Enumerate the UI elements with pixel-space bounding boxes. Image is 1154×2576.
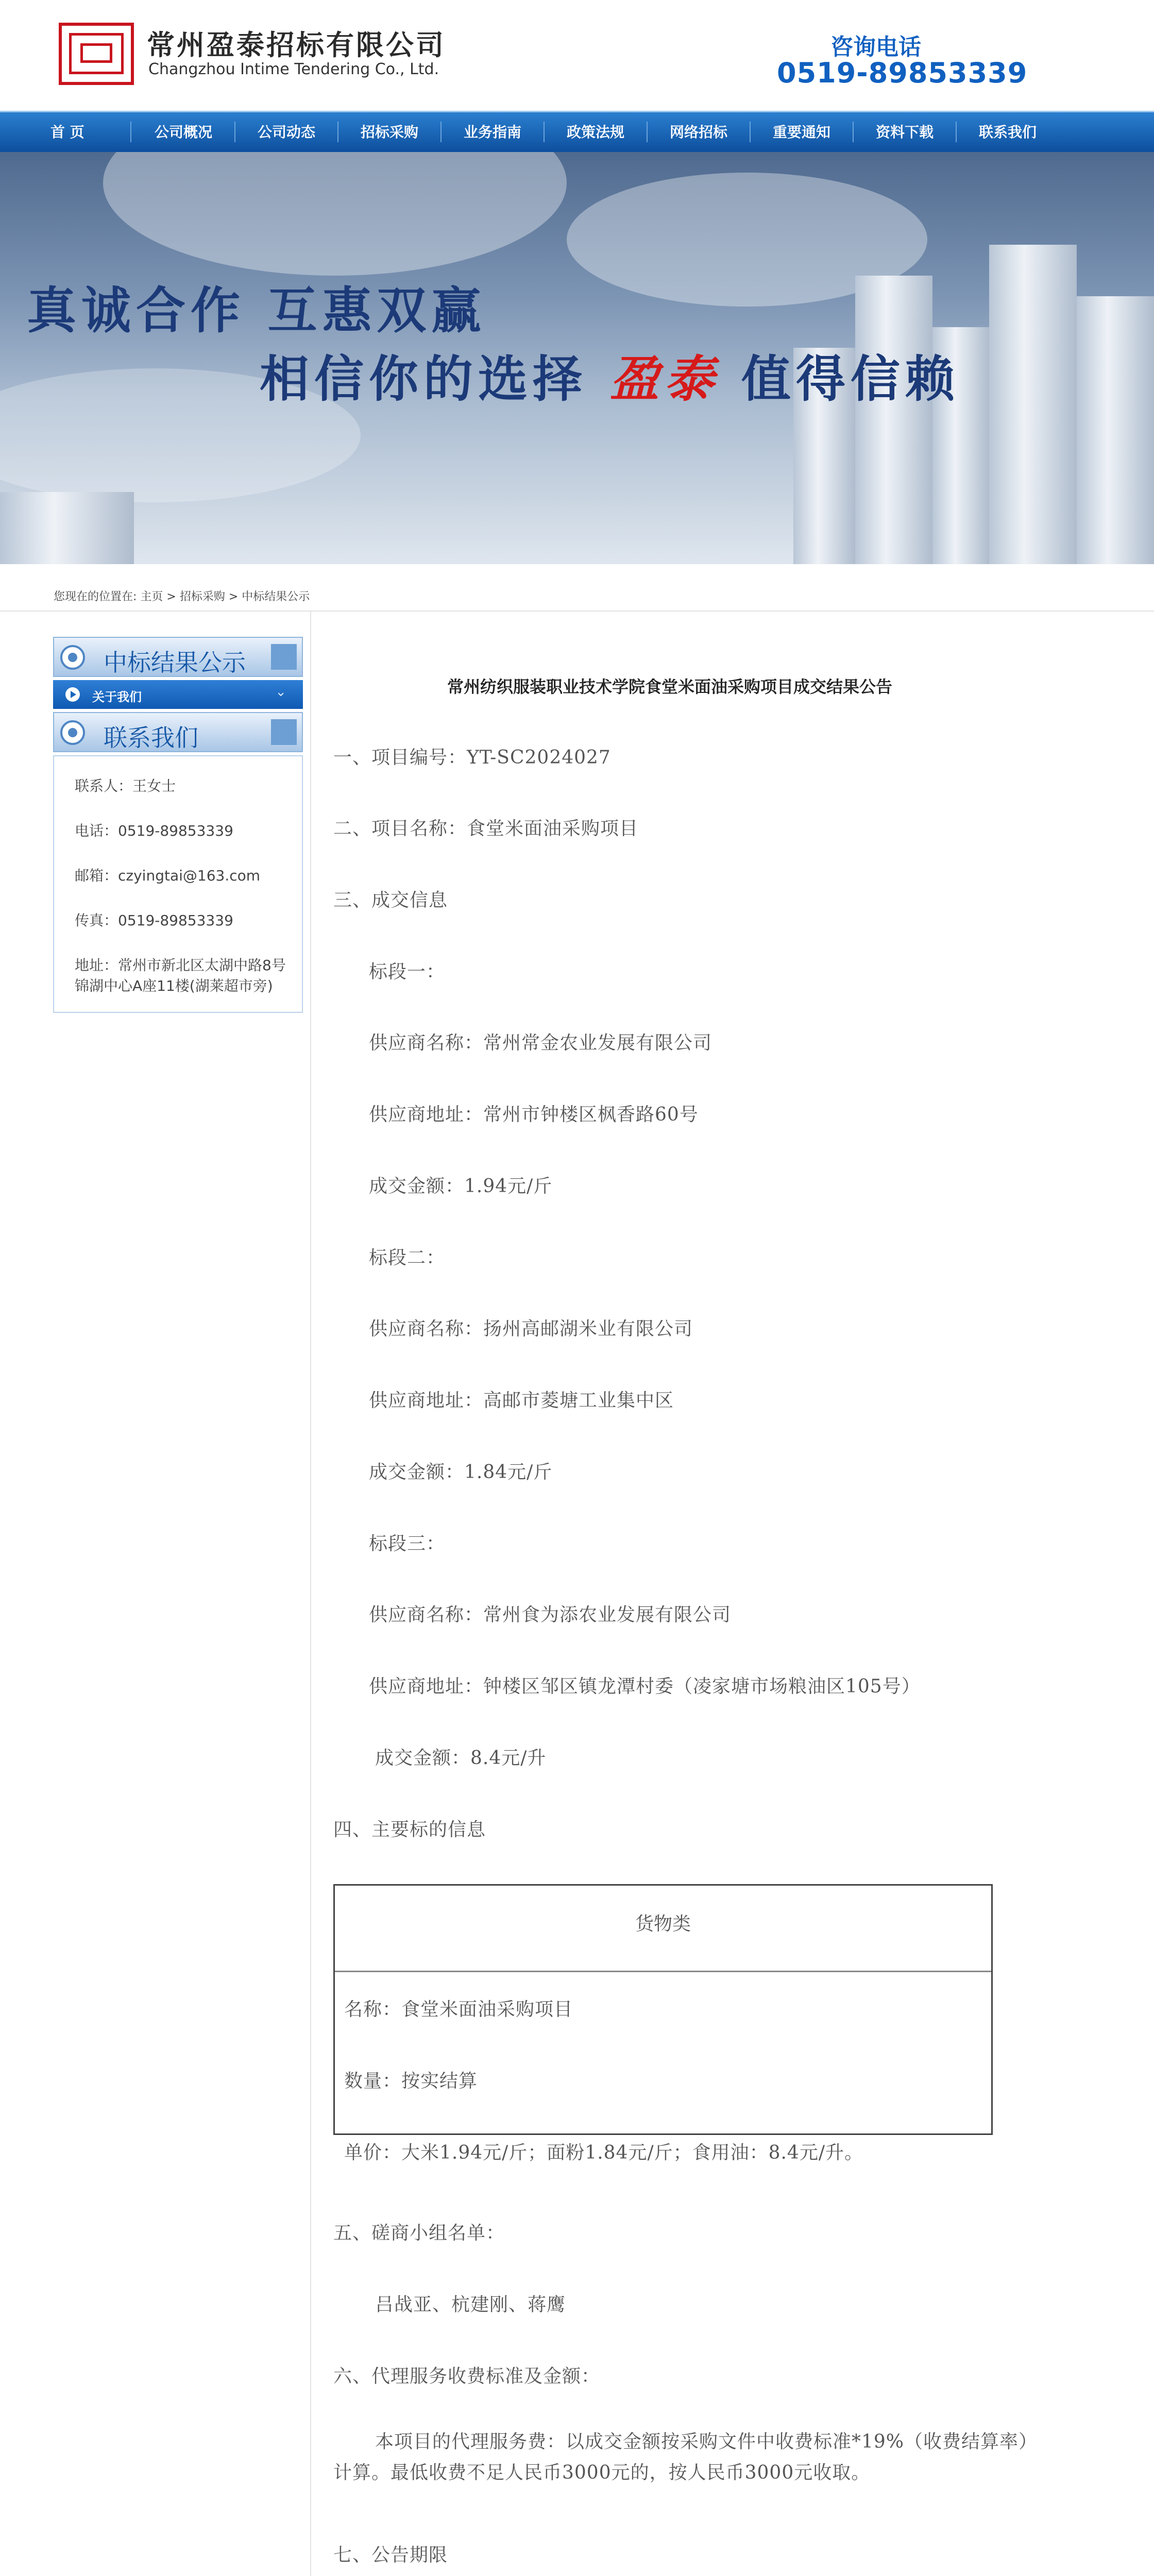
lot2-supplier-name: 供应商名称：扬州高邮湖米业有限公司: [369, 1318, 693, 1340]
nav-procurement[interactable]: 招标采购: [361, 124, 419, 141]
goods-table-header: 货物类: [335, 1886, 991, 1972]
nav-home[interactable]: 首 页: [50, 124, 84, 141]
sidebar-contact-title: 联系我们: [104, 724, 198, 752]
chevron-down-icon: ⌄: [275, 684, 286, 700]
contact-email[interactable]: 邮箱：czyingtai@163.com: [75, 867, 261, 884]
section-fee: 六、代理服务收费标准及金额：: [333, 2366, 601, 2387]
company-name-cn: 常州盈泰招标有限公司: [147, 29, 446, 61]
contact-address: 地址：常州市新北区太湖中路8号锦湖中心A座11楼(湖莱超市旁): [75, 957, 286, 994]
sidebar-section-title: 中标结果公示: [104, 649, 246, 676]
nav-guide[interactable]: 业务指南: [464, 124, 522, 141]
sidebar-item-about[interactable]: [53, 680, 303, 709]
panel-members: 吕战亚、杭建刚、蒋鹰: [375, 2294, 566, 2315]
site-header: [0, 0, 1154, 111]
lot2-supplier-address: 供应商地址：高邮市菱塘工业集中区: [369, 1390, 674, 1411]
breadcrumb[interactable]: 您现在的位置在: 主页 > 招标采购 > 中标结果公示: [54, 590, 310, 603]
hotline-label: 咨询电话: [830, 34, 921, 60]
goods-price: 单价：大米1.94元/斤；面粉1.84元/斤；食用油：8.4元/升。: [344, 2142, 863, 2163]
lot1-amount: 成交金额：1.94元/斤: [369, 1176, 553, 1197]
header-arrow-icon: [271, 644, 297, 670]
nav-downloads[interactable]: 资料下载: [876, 124, 934, 141]
sidebar-section-header: [53, 637, 303, 677]
hero-banner: [0, 152, 1154, 564]
nav-policy[interactable]: 政策法规: [567, 124, 625, 141]
nav-notices[interactable]: 重要通知: [773, 124, 831, 141]
breadcrumb-bar: [0, 564, 1154, 612]
section-main-items: 四、主要标的信息: [333, 1819, 486, 1840]
company-name-en: Changzhou Intime Tendering Co., Ltd.: [148, 60, 439, 78]
section-panel: 五、磋商小组名单：: [333, 2223, 505, 2244]
lot3-heading: 标段三：: [369, 1533, 446, 1554]
contact-box: [53, 755, 303, 1013]
banner-slogan-2: 相信你的选择 盈泰 值得信赖: [260, 350, 960, 408]
project-number: 一、项目编号：YT-SC2024027: [333, 747, 611, 768]
lot3-amount: 成交金额：8.4元/升: [375, 1748, 547, 1769]
section-bullet-icon: [60, 720, 85, 745]
lot1-supplier-name: 供应商名称：常州常金农业发展有限公司: [369, 1032, 712, 1054]
contact-person: 联系人：王女士: [75, 777, 176, 794]
contact-phone: 电话：0519-89853339: [75, 822, 233, 839]
banner-brand-mark: 盈泰: [609, 350, 719, 408]
goods-name: 名称：食堂米面油采购项目: [344, 1999, 573, 2020]
nav-about[interactable]: 公司概况: [155, 124, 213, 141]
nav-contact[interactable]: 联系我们: [979, 124, 1037, 141]
banner-slogan-1: 真诚合作 互惠双赢: [27, 282, 486, 340]
hotline-number: 0519-89853339: [777, 57, 1028, 89]
contact-fax: 传真：0519-89853339: [75, 912, 233, 929]
section-bullet-icon: [60, 645, 85, 670]
lot3-supplier-name: 供应商名称：常州食为添农业发展有限公司: [369, 1604, 732, 1625]
goods-table: [333, 1884, 993, 2163]
sidebar: [53, 637, 303, 1013]
nav-online-bidding[interactable]: 网络招标: [670, 124, 728, 141]
article-content: [310, 612, 1073, 2576]
page-title: 常州纺织服装职业技术学院食堂米面油采购项目成交结果公告: [447, 677, 893, 697]
main-nav: [0, 111, 1154, 152]
lot1-supplier-address: 供应商地址：常州市钟楼区枫香路60号: [369, 1104, 699, 1125]
header-arrow-icon: [271, 719, 297, 745]
sidebar-contact-header: [53, 712, 303, 752]
lot2-heading: 标段二：: [369, 1247, 446, 1268]
sidebar-item-label: 关于我们: [92, 690, 142, 704]
lot1-heading: 标段一：: [369, 961, 446, 982]
section-deal-info: 三、成交信息: [333, 890, 448, 911]
fee-description: 本项目的代理服务费：以成交金额按采购文件中收费标准*19%（收费结算率）计算。最低收费不足人民币3000元的，按人民币3000元收取。: [333, 2431, 1038, 2483]
goods-quantity: 数量：按实结算: [344, 2071, 478, 2092]
section-period: 七、公告期限: [333, 2545, 448, 2566]
project-name: 二、项目名称：食堂米面油采购项目: [333, 818, 639, 839]
company-logo[interactable]: [59, 23, 134, 85]
lot2-amount: 成交金额：1.84元/斤: [369, 1462, 553, 1483]
nav-news[interactable]: 公司动态: [258, 124, 316, 141]
play-icon: [65, 687, 80, 702]
lot3-supplier-address: 供应商地址：钟楼区邹区镇龙潭村委（凌家塘市场粮油区105号）: [369, 1676, 921, 1697]
